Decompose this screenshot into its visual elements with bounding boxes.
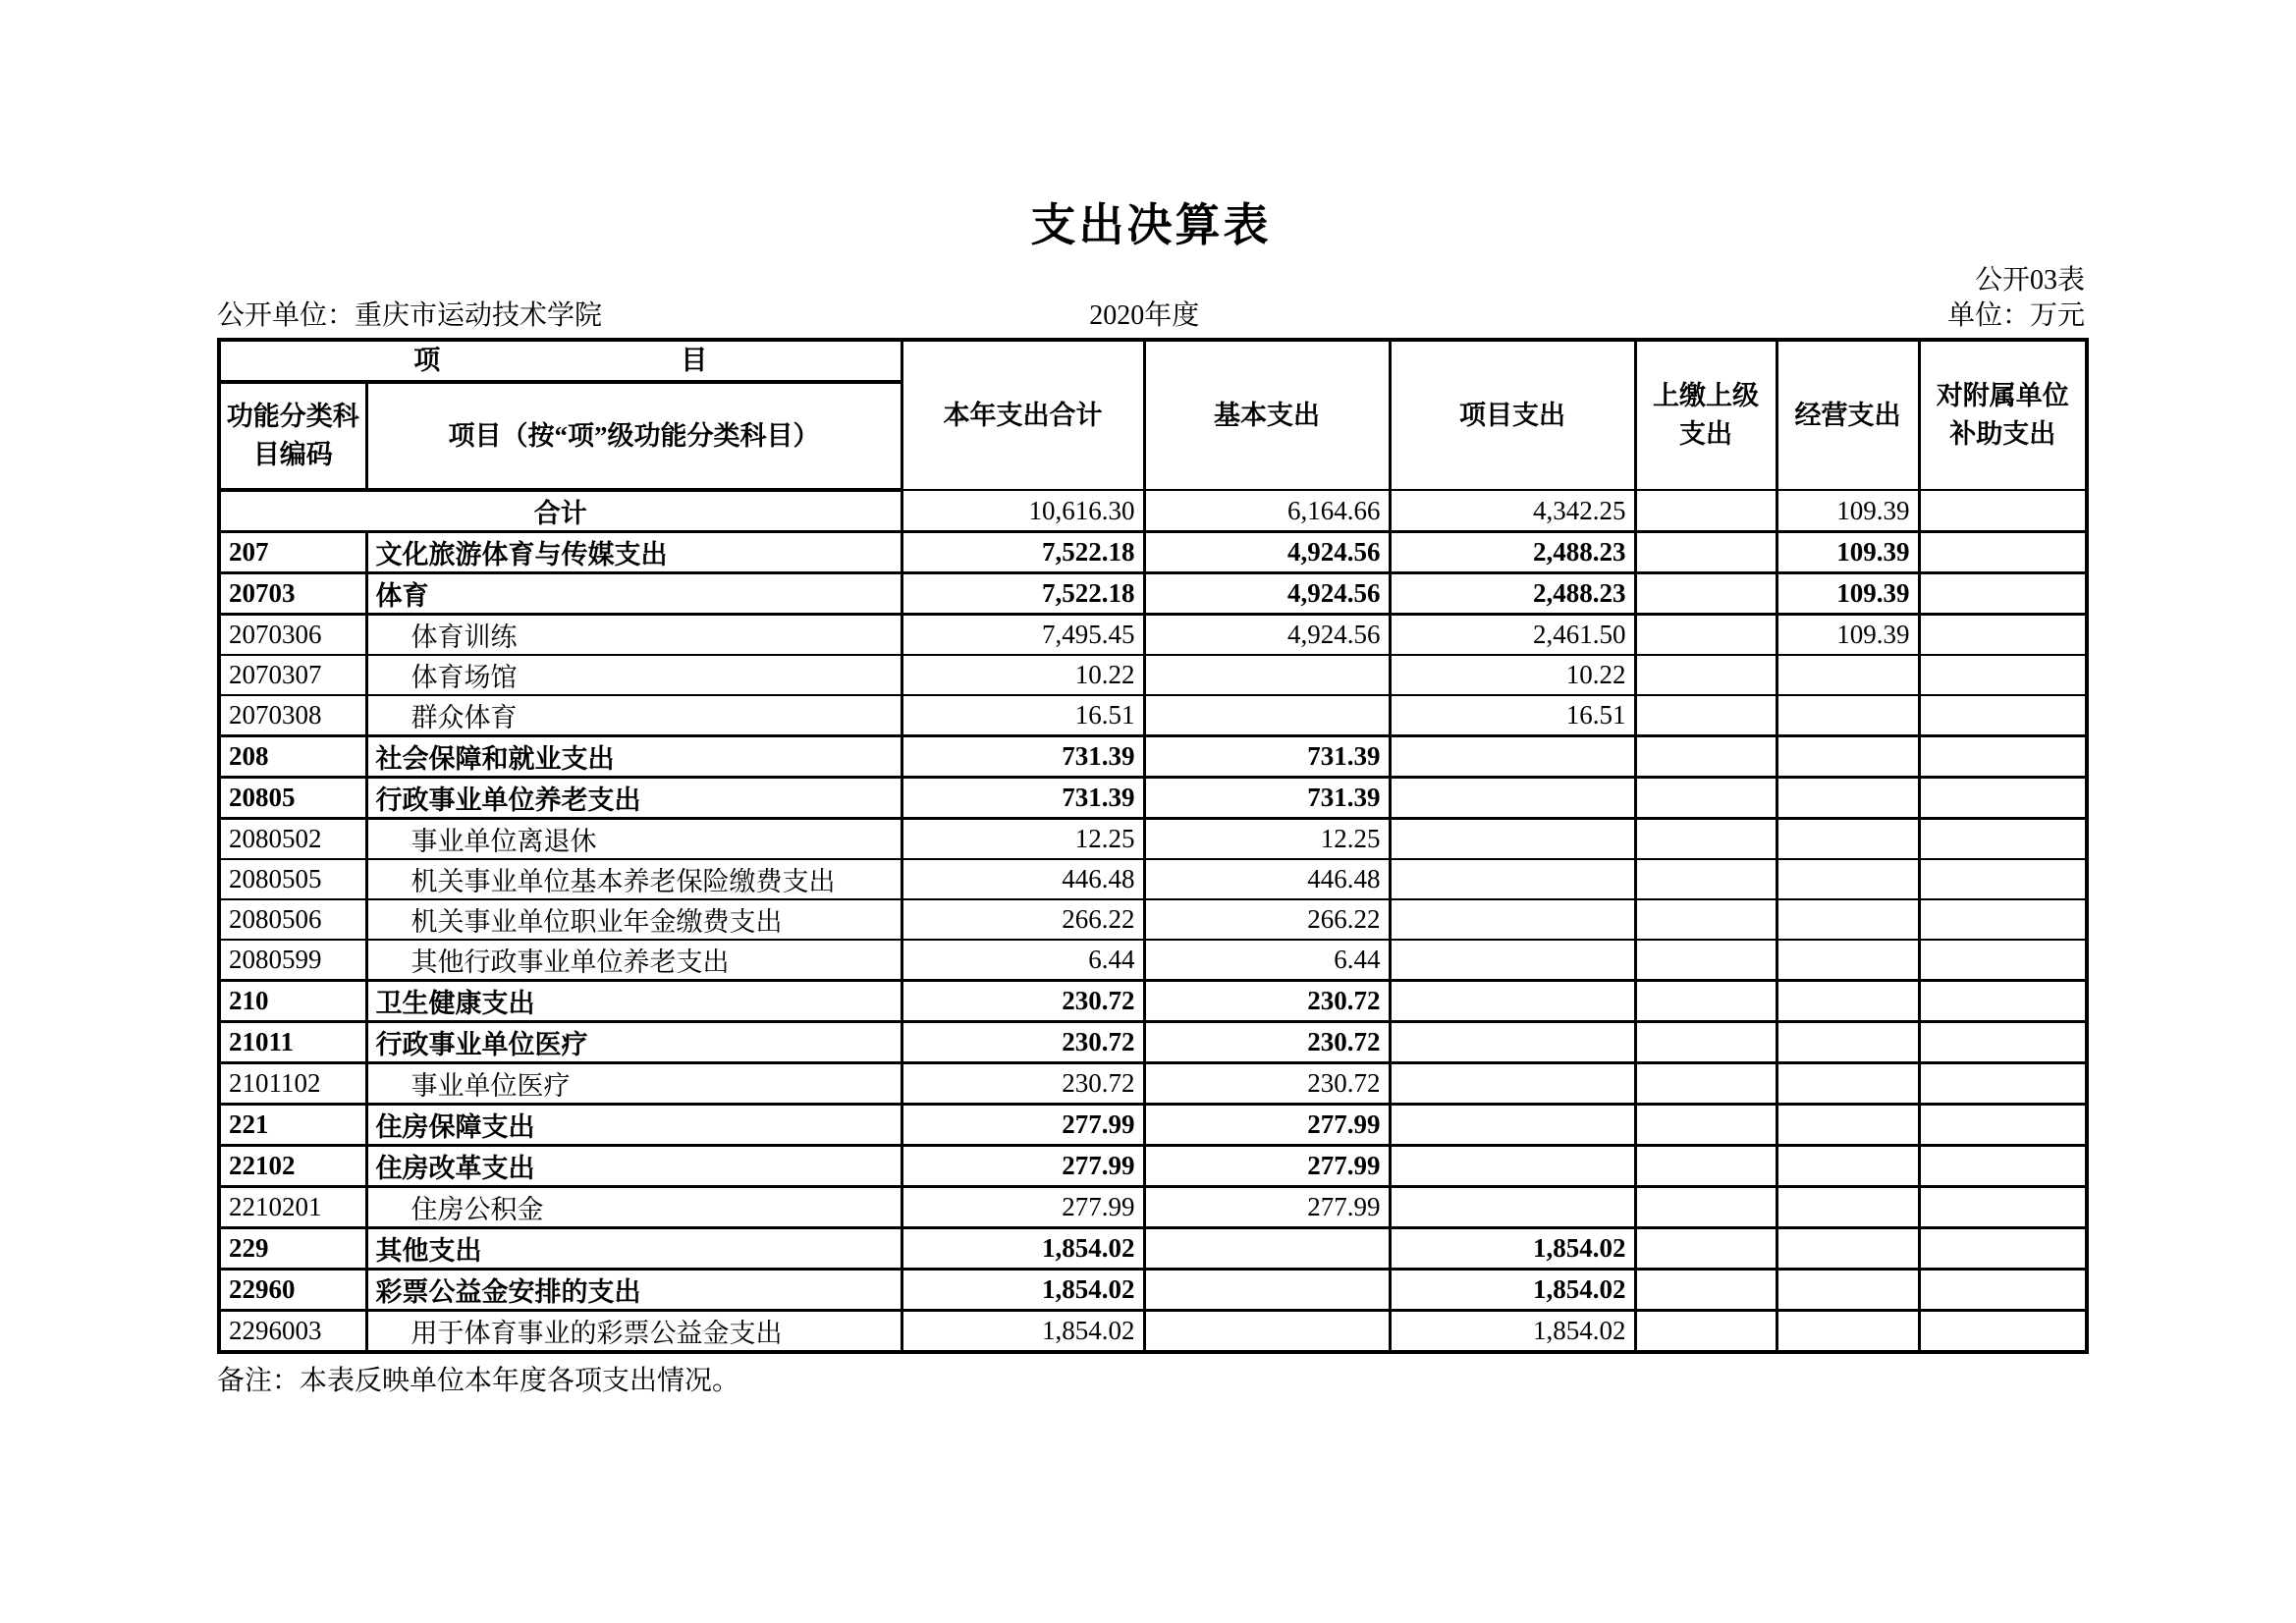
row-value [1777,859,1919,899]
row-code: 2070307 [219,655,366,695]
col-header-project: 项目支出 [1390,340,1635,490]
row-value: 7,522.18 [902,573,1144,615]
row-code: 207 [219,532,366,573]
row-code: 21011 [219,1022,366,1063]
row-value [1390,778,1635,819]
row-value: 12.25 [1144,819,1390,860]
row-value: 277.99 [1144,1187,1390,1228]
row-value: 2,461.50 [1390,615,1635,656]
row-value: 7,495.45 [902,615,1144,656]
row-value: 230.72 [902,981,1144,1022]
expenditure-table [217,338,2089,1354]
row-value [1919,778,2087,819]
row-name: 住房公积金 [366,1187,902,1228]
row-name: 事业单位离退休 [366,819,902,860]
row-value [1777,1228,1919,1270]
row-code: 2210201 [219,1187,366,1228]
row-value: 230.72 [1144,1063,1390,1105]
row-code: 2070306 [219,615,366,656]
row-value: 1,854.02 [1390,1228,1635,1270]
col-header-basic: 基本支出 [1144,340,1390,490]
table-row [219,778,2087,819]
row-value [1919,1311,2087,1353]
row-value: 1,854.02 [902,1270,1144,1311]
row-code: 208 [219,736,366,778]
row-value [1635,940,1777,981]
row-value [1777,1311,1919,1353]
row-value [1777,778,1919,819]
table-code-label: 公开03表 [1974,265,2085,296]
row-value [1635,736,1777,778]
row-value: 1,854.02 [902,1311,1144,1353]
row-value [1635,859,1777,899]
table-row [219,981,2087,1022]
row-value [1777,736,1919,778]
row-value [1777,819,1919,860]
row-value [1635,1063,1777,1105]
row-value [1919,1228,2087,1270]
row-value: 10,616.30 [902,490,1144,532]
row-value [1919,940,2087,981]
row-value: 109.39 [1777,573,1919,615]
row-value [1919,573,2087,615]
page-title: 支出决算表 [1030,200,1272,250]
row-value [1144,655,1390,695]
row-value: 2,488.23 [1390,532,1635,573]
row-value [1390,736,1635,778]
table-row [219,615,2087,656]
row-value: 7,522.18 [902,532,1144,573]
row-code: 2080599 [219,940,366,981]
row-value: 4,342.25 [1390,490,1635,532]
row-code: 2080506 [219,899,366,940]
row-value [1919,655,2087,695]
row-code: 2080502 [219,819,366,860]
row-value [1919,859,2087,899]
row-value [1635,1146,1777,1187]
row-value [1919,819,2087,860]
row-name: 合计 [219,490,902,532]
row-value [1777,899,1919,940]
row-name: 体育场馆 [366,655,902,695]
row-value [1144,1228,1390,1270]
row-value: 109.39 [1777,615,1919,656]
row-value [1919,1187,2087,1228]
table-row [219,1105,2087,1146]
row-value [1390,981,1635,1022]
table-row [219,736,2087,778]
col-header-upper-level: 上缴上级支出 [1635,340,1777,490]
meta-row [217,298,2085,335]
row-code: 229 [219,1228,366,1270]
row-value: 4,924.56 [1144,532,1390,573]
row-value [1777,1022,1919,1063]
year-label: 2020年度 [1089,300,1200,331]
row-value [1919,1146,2087,1187]
row-name: 卫生健康支出 [366,981,902,1022]
table-row [219,1187,2087,1228]
row-value [1777,1187,1919,1228]
table-row [219,1146,2087,1187]
table-row [219,940,2087,981]
row-name: 其他支出 [366,1228,902,1270]
row-value [1144,1311,1390,1353]
row-value [1635,573,1777,615]
row-value: 731.39 [902,736,1144,778]
row-value [1777,981,1919,1022]
row-value [1635,490,1777,532]
row-value [1635,778,1777,819]
row-name: 文化旅游体育与传媒支出 [366,532,902,573]
row-value [1390,899,1635,940]
row-value [1390,1187,1635,1228]
table-row [219,1311,2087,1353]
row-value [1919,1063,2087,1105]
row-value: 1,854.02 [1390,1270,1635,1311]
row-name: 彩票公益金安排的支出 [366,1270,902,1311]
row-value: 6,164.66 [1144,490,1390,532]
row-code: 210 [219,981,366,1022]
row-value [1919,1105,2087,1146]
row-value [1390,1022,1635,1063]
row-value [1390,859,1635,899]
row-value [1390,1105,1635,1146]
row-name: 住房保障支出 [366,1105,902,1146]
row-name: 体育训练 [366,615,902,656]
row-name: 体育 [366,573,902,615]
header-project-group-right: 目 [681,346,708,375]
document-sheet [217,0,2085,1399]
row-value: 230.72 [902,1063,1144,1105]
row-value [1635,1311,1777,1353]
row-value [1777,940,1919,981]
row-value [1919,490,2087,532]
row-code: 2070308 [219,695,366,736]
row-name: 行政事业单位养老支出 [366,778,902,819]
table-row [219,1228,2087,1270]
col-header-subsidy: 对附属单位补助支出 [1919,340,2087,490]
row-value: 109.39 [1777,490,1919,532]
row-name: 住房改革支出 [366,1146,902,1187]
row-value [1919,1270,2087,1311]
row-value [1635,899,1777,940]
row-value: 1,854.02 [902,1228,1144,1270]
row-value [1777,1270,1919,1311]
row-value: 277.99 [902,1146,1144,1187]
row-code: 22960 [219,1270,366,1311]
row-value: 6.44 [1144,940,1390,981]
row-value: 731.39 [1144,736,1390,778]
row-name: 机关事业单位基本养老保险缴费支出 [366,859,902,899]
row-value: 277.99 [1144,1146,1390,1187]
row-value: 10.22 [1390,655,1635,695]
col-header-operating: 经营支出 [1777,340,1919,490]
row-value [1390,819,1635,860]
row-value: 277.99 [902,1187,1144,1228]
row-value: 230.72 [902,1022,1144,1063]
row-value [1635,1105,1777,1146]
table-body [219,490,2087,1352]
note-text: 备注：本表反映单位本年度各项支出情况。 [217,1366,740,1397]
row-value: 12.25 [902,819,1144,860]
col-header-code: 功能分类科目编码 [219,382,366,490]
row-code: 20805 [219,778,366,819]
col-header-item: 项目（按“项”级功能分类科目） [366,382,902,490]
row-value [1777,655,1919,695]
row-value: 266.22 [1144,899,1390,940]
row-value [1919,695,2087,736]
row-value: 6.44 [902,940,1144,981]
header-project-group [219,340,902,382]
row-value [1919,532,2087,573]
row-value [1919,1022,2087,1063]
row-value: 109.39 [1777,532,1919,573]
col-header-annual-total: 本年支出合计 [902,340,1144,490]
row-value: 4,924.56 [1144,573,1390,615]
row-value [1635,695,1777,736]
row-value [1919,981,2087,1022]
row-value: 446.48 [1144,859,1390,899]
row-value [1635,1270,1777,1311]
table-row [219,1063,2087,1105]
org-label: 公开单位：重庆市运动技术学院 [217,300,603,331]
row-value [1919,736,2087,778]
row-value [1390,1063,1635,1105]
row-name: 用于体育事业的彩票公益金支出 [366,1311,902,1353]
row-value [1777,695,1919,736]
row-value: 230.72 [1144,1022,1390,1063]
row-value [1777,1105,1919,1146]
row-value: 1,854.02 [1390,1311,1635,1353]
row-value [1777,1063,1919,1105]
row-value [1144,1270,1390,1311]
row-value: 16.51 [1390,695,1635,736]
row-value [1919,615,2087,656]
row-value [1635,615,1777,656]
row-value: 277.99 [902,1105,1144,1146]
row-name: 行政事业单位医疗 [366,1022,902,1063]
header-row-1 [219,340,2087,382]
row-code: 2296003 [219,1311,366,1353]
row-value: 2,488.23 [1390,573,1635,615]
row-value [1635,655,1777,695]
table-row [219,655,2087,695]
row-value: 731.39 [902,778,1144,819]
row-code: 2080505 [219,859,366,899]
row-value [1635,819,1777,860]
row-value: 10.22 [902,655,1144,695]
row-value [1390,1146,1635,1187]
table-row [219,532,2087,573]
row-value [1919,899,2087,940]
table-row [219,859,2087,899]
row-value: 266.22 [902,899,1144,940]
row-value [1635,1228,1777,1270]
row-value: 446.48 [902,859,1144,899]
row-value [1390,940,1635,981]
table-row [219,573,2087,615]
row-value [1777,1146,1919,1187]
row-value [1635,981,1777,1022]
row-code: 221 [219,1105,366,1146]
row-value [1144,695,1390,736]
row-value: 4,924.56 [1144,615,1390,656]
row-code: 20703 [219,573,366,615]
row-code: 2101102 [219,1063,366,1105]
row-name: 社会保障和就业支出 [366,736,902,778]
row-value [1635,1187,1777,1228]
unit-label: 单位：万元 [1946,300,2085,331]
row-value: 16.51 [902,695,1144,736]
row-code: 22102 [219,1146,366,1187]
row-value: 230.72 [1144,981,1390,1022]
row-value: 731.39 [1144,778,1390,819]
row-name: 其他行政事业单位养老支出 [366,940,902,981]
row-name: 事业单位医疗 [366,1063,902,1105]
header-project-group-left: 项 [413,346,441,375]
table-row [219,819,2087,860]
row-name: 群众体育 [366,695,902,736]
table-row [219,1022,2087,1063]
row-value [1635,1022,1777,1063]
table-row [219,899,2087,940]
row-value [1635,532,1777,573]
row-value: 277.99 [1144,1105,1390,1146]
table-row [219,490,2087,532]
table-row [219,1270,2087,1311]
row-name: 机关事业单位职业年金缴费支出 [366,899,902,940]
table-row [219,695,2087,736]
